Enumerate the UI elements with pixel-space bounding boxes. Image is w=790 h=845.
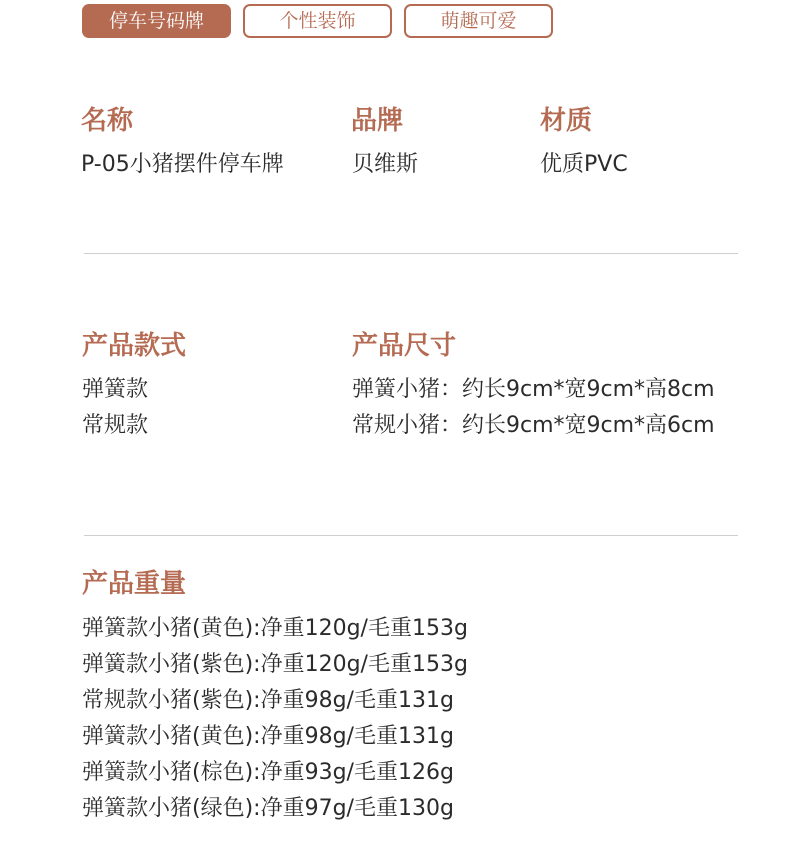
weight-item: 弹簧款小猪(黄色):净重120g/毛重153g <box>82 616 468 641</box>
size-item: 常规小猪：约长9cm*宽9cm*高6cm <box>352 413 715 438</box>
tab-cute-fun[interactable]: 萌趣可爱 <box>404 4 553 38</box>
style-item: 弹簧款 <box>82 377 149 402</box>
weight-item: 弹簧款小猪(棕色):净重93g/毛重126g <box>82 760 454 785</box>
style-item: 常规款 <box>82 413 149 438</box>
brand-value: 贝维斯 <box>352 152 419 177</box>
divider-2 <box>84 535 738 536</box>
weight-label: 产品重量 <box>82 569 187 599</box>
weight-item: 常规款小猪(紫色):净重98g/毛重131g <box>82 688 454 713</box>
weight-item: 弹簧款小猪(紫色):净重120g/毛重153g <box>82 652 468 677</box>
category-tabs <box>82 4 553 38</box>
tab-parking-number-plate[interactable]: 停车号码牌 <box>82 4 231 38</box>
brand-label: 品牌 <box>351 106 404 136</box>
size-item: 弹簧小猪：约长9cm*宽9cm*高8cm <box>352 377 715 402</box>
name-label: 名称 <box>81 106 134 136</box>
material-value: 优质PVC <box>540 152 628 177</box>
style-list <box>82 372 148 444</box>
weight-item: 弹簧款小猪(黄色):净重98g/毛重131g <box>82 724 454 749</box>
size-list <box>352 372 715 444</box>
name-value: P-05小猪摆件停车牌 <box>81 152 284 177</box>
material-label: 材质 <box>540 106 593 136</box>
size-label: 产品尺寸 <box>352 331 457 361</box>
weight-item: 弹簧款小猪(绿色):净重97g/毛重130g <box>82 796 454 821</box>
weight-list <box>82 611 468 827</box>
tab-personal-decoration[interactable]: 个性装饰 <box>243 4 392 38</box>
divider-1 <box>84 253 738 254</box>
style-label: 产品款式 <box>82 331 187 361</box>
